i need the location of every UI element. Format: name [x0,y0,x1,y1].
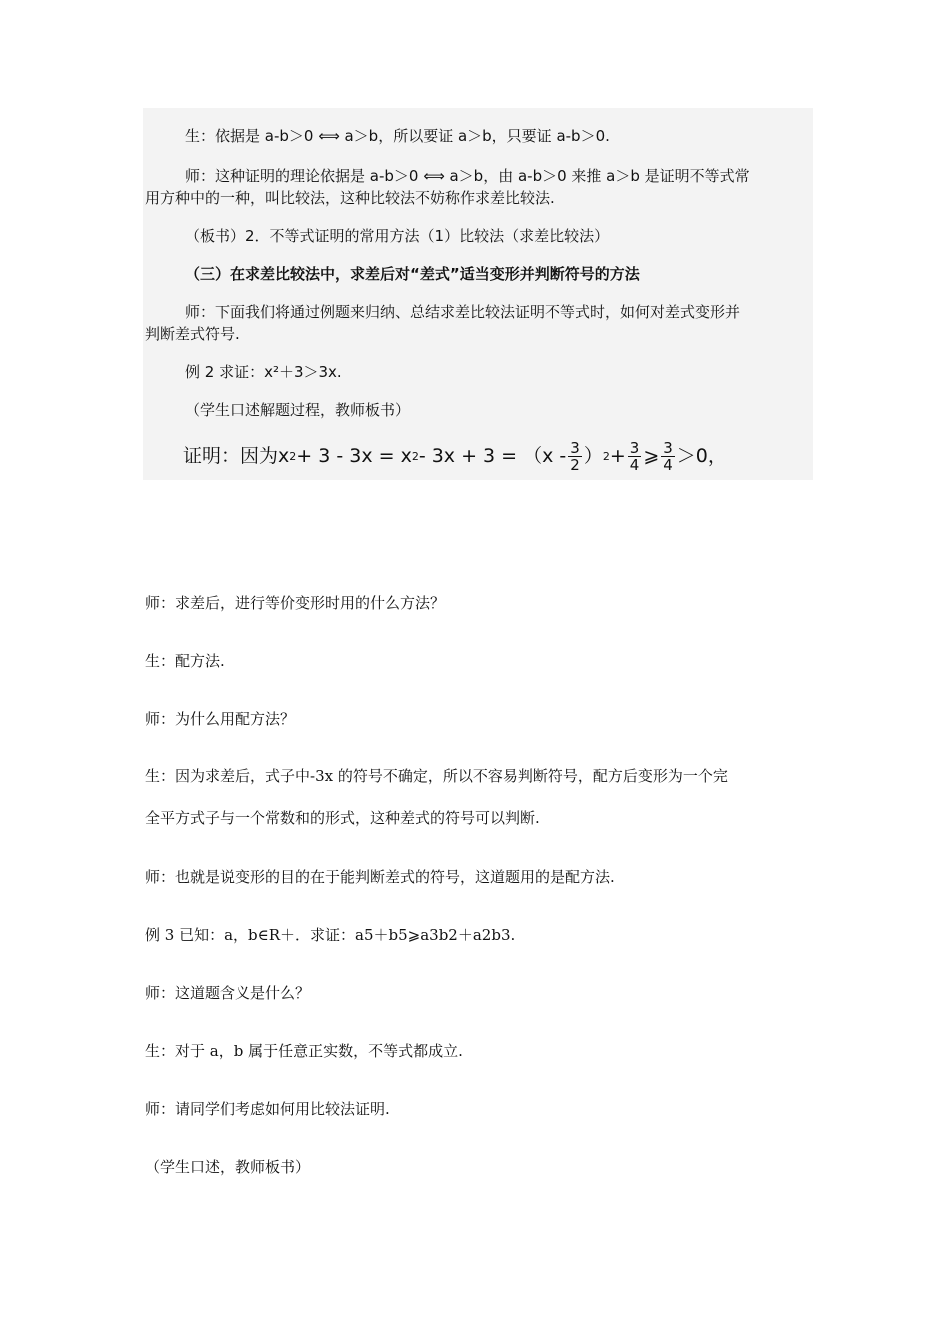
dialogue-line: 师：也就是说变形的目的在于能判断差式的符号，这道题用的是配方法. [145,868,615,886]
fraction-3-over-2: $\frac{3}{2}$ [570,439,580,474]
proof-formula: 证明：因为x 2 + 3 - 3x = x 2 - 3x + 3 = （x - $\frac{3}{2}$ ） 2 + $\frac{3}{4}$ ⩾ $\frac{3}{4}$ ＞0， [183,439,727,474]
dialogue-line: 师：为什么用配方法？ [145,710,296,728]
dialogue-line: 师：请同学们考虑如何用比较法证明. [145,1100,390,1118]
scanned-excerpt [143,108,813,480]
dialogue-line: 师：求差后，进行等价变形时用的什么方法？ [145,594,446,612]
scan-line-7: 判断差式符号. [145,325,240,343]
example-2-title: 例 2 求证：x²＋3＞3x. [185,363,342,381]
fraction-3-over-4-b: $\frac{3}{4}$ [663,439,673,474]
dialogue-line: 生：对于 a，b 属于任意正实数，不等式都成立. [145,1042,463,1060]
dialogue-line: 全平方式子与一个常数和的形式，这种差式的符号可以判断. [145,809,540,827]
section-heading: （三）在求差比较法中，求差后对“差式”适当变形并判断符号的方法 [185,265,640,283]
scan-line-1: 生：依据是 a-b＞0 ⟺ a＞b，所以要证 a＞b，只要证 a-b＞0. [185,127,610,145]
dialogue-line: 生：配方法. [145,652,225,670]
scan-line-6: 师：下面我们将通过例题来归纳、总结求差比较法证明不等式时，如何对差式变形并 [185,303,741,321]
scan-line-3: 用方种中的一种，叫比较法，这种比较法不妨称作求差比较法. [145,189,555,207]
dialogue-line: 师：这道题含义是什么？ [145,984,311,1002]
dialogue-line: （学生口述，教师板书） [145,1158,311,1176]
example-3-title: 例 3 已知：a，b∈R＋．求证：a5＋b5⩾a3b2＋a2b3. [145,926,516,944]
scan-line-9: （学生口述解题过程，教师板书） [185,401,411,419]
scan-line-2: 师：这种证明的理论依据是 a-b＞0 ⟺ a＞b，由 a-b＞0 来推 a＞b 是证明不等式常 [185,167,750,185]
fraction-3-over-4: $\frac{3}{4}$ [629,439,640,474]
dialogue-line: 生：因为求差后，式子中-3x 的符号不确定，所以不容易判断符号，配方后变形为一个完 [145,767,728,785]
scan-line-4: （板书）2．不等式证明的常用方法（1）比较法（求差比较法） [185,227,610,245]
